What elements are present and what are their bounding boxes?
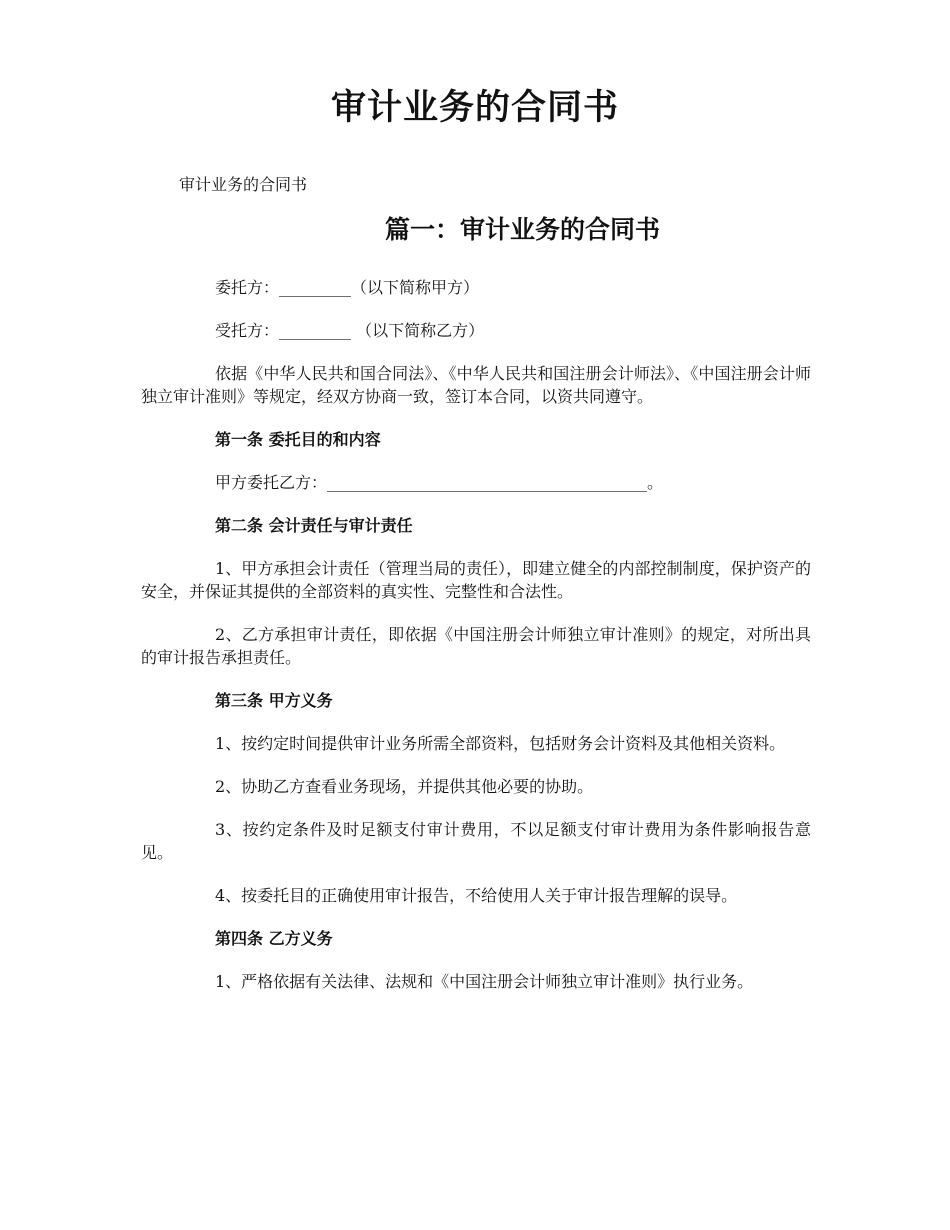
article-2-title: 第二条 会计责任与审计责任 — [215, 516, 413, 535]
article-3-clause-3: 3、按约定条件及时足额支付审计费用，不以足额支付审计费用为条件影响报告意见。 — [141, 820, 811, 862]
auditor-line — [141, 319, 811, 342]
article-1-end: 。 — [647, 473, 664, 492]
article-3-title: 第三条 甲方义务 — [215, 691, 333, 710]
article-3-clause-1: 1、按约定时间提供审计业务所需全部资料，包括财务会计资料及其他相关资料。 — [215, 734, 786, 753]
article-4-title: 第四条 乙方义务 — [215, 929, 333, 948]
auditor-note: （以下简称乙方） — [356, 321, 485, 340]
article-1-blank: ________________________________________ — [327, 473, 648, 492]
preamble: 依据《中华人民共和国合同法》、《中华人民共和国注册会计师法》、《中国注册会计师独立审计准则》等规定，经双方协商一致，签订本合同，以资共同遵守。 — [141, 364, 811, 406]
article-3-clause-4: 4、按委托目的正确使用审计报告，不给使用人关于审计报告理解的误导。 — [215, 886, 738, 905]
client-line — [141, 276, 811, 299]
section-title: 篇一：审计业务的合同书 — [384, 215, 660, 244]
article-2-clause-1: 1、甲方承担会计责任（管理当局的责任），即建立健全的内部控制制度，保护资产的安全，并保证其提供的全部资料的真实性、完整性和合法性。 — [141, 559, 811, 601]
article-3-clause-2: 2、协助乙方查看业务现场，并提供其他必要的协助。 — [215, 777, 594, 796]
article-4-clause-1: 1、严格依据有关法律、法规和《中国注册会计师独立审计准则》执行业务。 — [215, 972, 754, 991]
article-2-clause-2: 2、乙方承担审计责任，即依据《中国注册会计师独立审计准则》的规定，对所出具的审计报告承担责任。 — [141, 625, 811, 667]
client-blank: _________ — [279, 278, 352, 297]
article-1-title: 第一条 委托目的和内容 — [215, 430, 381, 449]
auditor-blank: _________ — [279, 321, 352, 340]
document-body — [141, 276, 811, 1013]
client-label: 委托方： — [215, 278, 280, 297]
document-title: 审计业务的合同书 — [330, 88, 619, 128]
article-1-label: 甲方委托乙方： — [215, 473, 328, 492]
client-note: （以下简称甲方） — [351, 278, 480, 297]
document-subtitle: 审计业务的合同书 — [179, 175, 308, 194]
article-1-text — [141, 471, 811, 494]
auditor-label: 受托方： — [215, 321, 280, 340]
